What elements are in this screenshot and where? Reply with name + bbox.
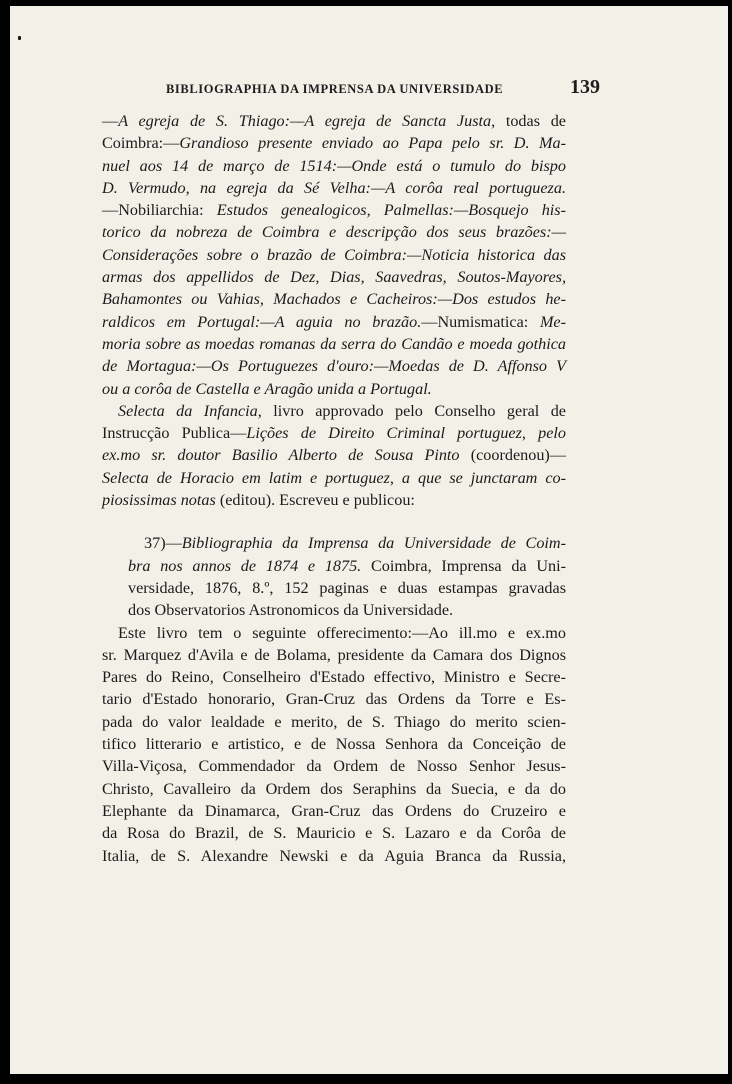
ink-speck bbox=[18, 36, 21, 40]
text-line bbox=[102, 622, 566, 644]
italic-run: Considerações sobre o brazão de Coimbra:—Noticia historica das bbox=[102, 245, 566, 264]
italic-run: Selecta de Horacio em latim e portuguez, a que se junctaram co- bbox=[102, 468, 566, 487]
text-line bbox=[102, 644, 566, 666]
text-run: Elephante da Dinamarca, Gran-Cruz das Ordens do Cruzeiro e bbox=[102, 801, 566, 820]
italic-run: nuel aos 14 de março de 1514:—Onde está o tumulo do bispo bbox=[102, 156, 566, 175]
italic-run: piosissimas notas bbox=[102, 491, 216, 510]
text-line bbox=[102, 155, 566, 177]
text-line bbox=[102, 221, 566, 243]
text-run: Italia, de S. Alexandre Newski e da Aguia Branca da Russia, bbox=[102, 846, 566, 865]
text-run: —Nobiliarchia: bbox=[102, 201, 217, 220]
text-line bbox=[102, 288, 566, 310]
italic-run: Selecta da Infancia, bbox=[118, 401, 262, 420]
text-run: —Numismatica: bbox=[421, 312, 540, 331]
text-line bbox=[102, 778, 566, 800]
text-run: Villa-Viçosa, Commendador da Ordem de Nosso Senhor Jesus- bbox=[102, 757, 566, 776]
text-run: dos Observatorios Astronomicos da Universidade. bbox=[128, 601, 454, 620]
text-line bbox=[102, 688, 566, 710]
page-number: 139 bbox=[570, 76, 600, 98]
text-run: Christo, Cavalleiro da Ordem dos Seraphins da Suecia, e da do bbox=[102, 779, 566, 798]
text-line bbox=[102, 577, 566, 599]
italic-run: Grandioso presente enviado ao Papa pelo sr. D. Ma- bbox=[179, 134, 566, 153]
text-run: (editou). Escreveu e publicou: bbox=[215, 491, 415, 510]
text-run: da Rosa do Brazil, de S. Mauricio e S. Lazaro e da Corôa de bbox=[102, 824, 566, 843]
text-run: Instrucção Publica— bbox=[102, 424, 247, 443]
text-line bbox=[102, 845, 566, 867]
text-line bbox=[102, 355, 566, 377]
text-line bbox=[102, 800, 566, 822]
italic-run: raldicos em Portugal:—A aguia no brazão. bbox=[102, 312, 422, 331]
italic-run: moria sobre as moedas romanas da serra do Candão e moeda gothica bbox=[102, 334, 566, 353]
italic-run: Me- bbox=[539, 312, 567, 331]
text-line bbox=[102, 711, 566, 733]
text-line bbox=[102, 333, 566, 355]
text-line bbox=[102, 755, 566, 777]
text-line bbox=[102, 822, 566, 844]
text-line bbox=[102, 199, 566, 221]
italic-run: armas dos appellidos de Dez, Dias, Saavedras, Soutos-Mayores, bbox=[102, 268, 566, 287]
italic-run: Bahamontes ou Vahias, Machados e Cacheiros:—Dos estudos he- bbox=[102, 290, 566, 309]
text-line bbox=[102, 489, 566, 511]
text-run: Pares do Reino, Conselheiro d'Estado effectivo, Ministro e Secre- bbox=[102, 668, 566, 687]
body-text bbox=[102, 110, 566, 867]
text-line bbox=[102, 378, 566, 400]
running-header bbox=[150, 78, 600, 100]
text-line bbox=[102, 444, 566, 466]
text-run: Coimbra, Imprensa da Uni- bbox=[361, 556, 566, 575]
text-line bbox=[102, 467, 566, 489]
text-line bbox=[102, 311, 566, 333]
text-line bbox=[102, 132, 566, 154]
italic-run: de Mortagua:—Os Portuguezes d'ouro:—Moedas de D. Affonso V bbox=[102, 357, 566, 376]
italic-run: A egreja de S. Thiago:—A egreja de Sancta Justa, bbox=[118, 112, 496, 130]
text-line bbox=[102, 400, 566, 422]
text-line bbox=[102, 532, 566, 554]
text-run: Coimbra:— bbox=[102, 134, 180, 153]
text-run: todas de bbox=[495, 112, 566, 130]
running-title: BIBLIOGRAPHIA DA IMPRENSA DA UNIVERSIDADE bbox=[166, 82, 504, 96]
text-line bbox=[102, 266, 566, 288]
text-run: (coordenou)— bbox=[459, 446, 566, 465]
text-line bbox=[102, 555, 566, 577]
text-run: livro approvado pelo Conselho geral de bbox=[261, 401, 566, 420]
text-line bbox=[102, 422, 566, 444]
text-line bbox=[102, 666, 566, 688]
text-line bbox=[102, 599, 566, 621]
italic-run: Bibliographia da Imprensa da Universidade de Coim- bbox=[181, 534, 566, 553]
text-run: sr. Marquez d'Avila e de Bolama, presidente da Camara dos Dignos bbox=[102, 645, 566, 664]
text-run: tario d'Estado honorario, Gran-Cruz das Ordens da Torre e Es- bbox=[102, 690, 566, 709]
text-run: tifico litterario e artistico, e de Nossa Senhora da Conceição de bbox=[102, 735, 566, 754]
italic-run: torico da nobreza de Coimbra e descripção dos seus brazões:— bbox=[102, 223, 566, 242]
text-run: pada do valor lealdade e merito, de S. Thiago do merito scien- bbox=[102, 712, 566, 731]
text-line bbox=[102, 177, 566, 199]
italic-run: bra nos annos de 1874 e 1875. bbox=[128, 556, 362, 575]
italic-run: ex.mo sr. doutor Basilio Alberto de Sousa Pinto bbox=[102, 446, 460, 465]
italic-run: ou a corôa de Castella e Aragão unida a Portugal. bbox=[102, 379, 432, 398]
italic-run: D. Vermudo, na egreja da Sé Velha:—A corôa real portugueza. bbox=[102, 178, 566, 197]
text-line bbox=[102, 733, 566, 755]
text-run: — bbox=[102, 112, 119, 130]
text-run: 37)— bbox=[144, 534, 182, 553]
text-run: Este livro tem o seguinte offerecimento:—Ao ill.mo e ex.mo bbox=[118, 623, 566, 642]
text-line bbox=[102, 110, 566, 132]
italic-run: Lições de Direito Criminal portuguez, pelo bbox=[246, 424, 566, 443]
text-run: versidade, 1876, 8.º, 152 paginas e duas estampas gravadas bbox=[128, 578, 566, 597]
italic-run: Estudos genealogicos, Palmellas:—Bosquejo his- bbox=[216, 201, 566, 220]
text-line bbox=[102, 244, 566, 266]
